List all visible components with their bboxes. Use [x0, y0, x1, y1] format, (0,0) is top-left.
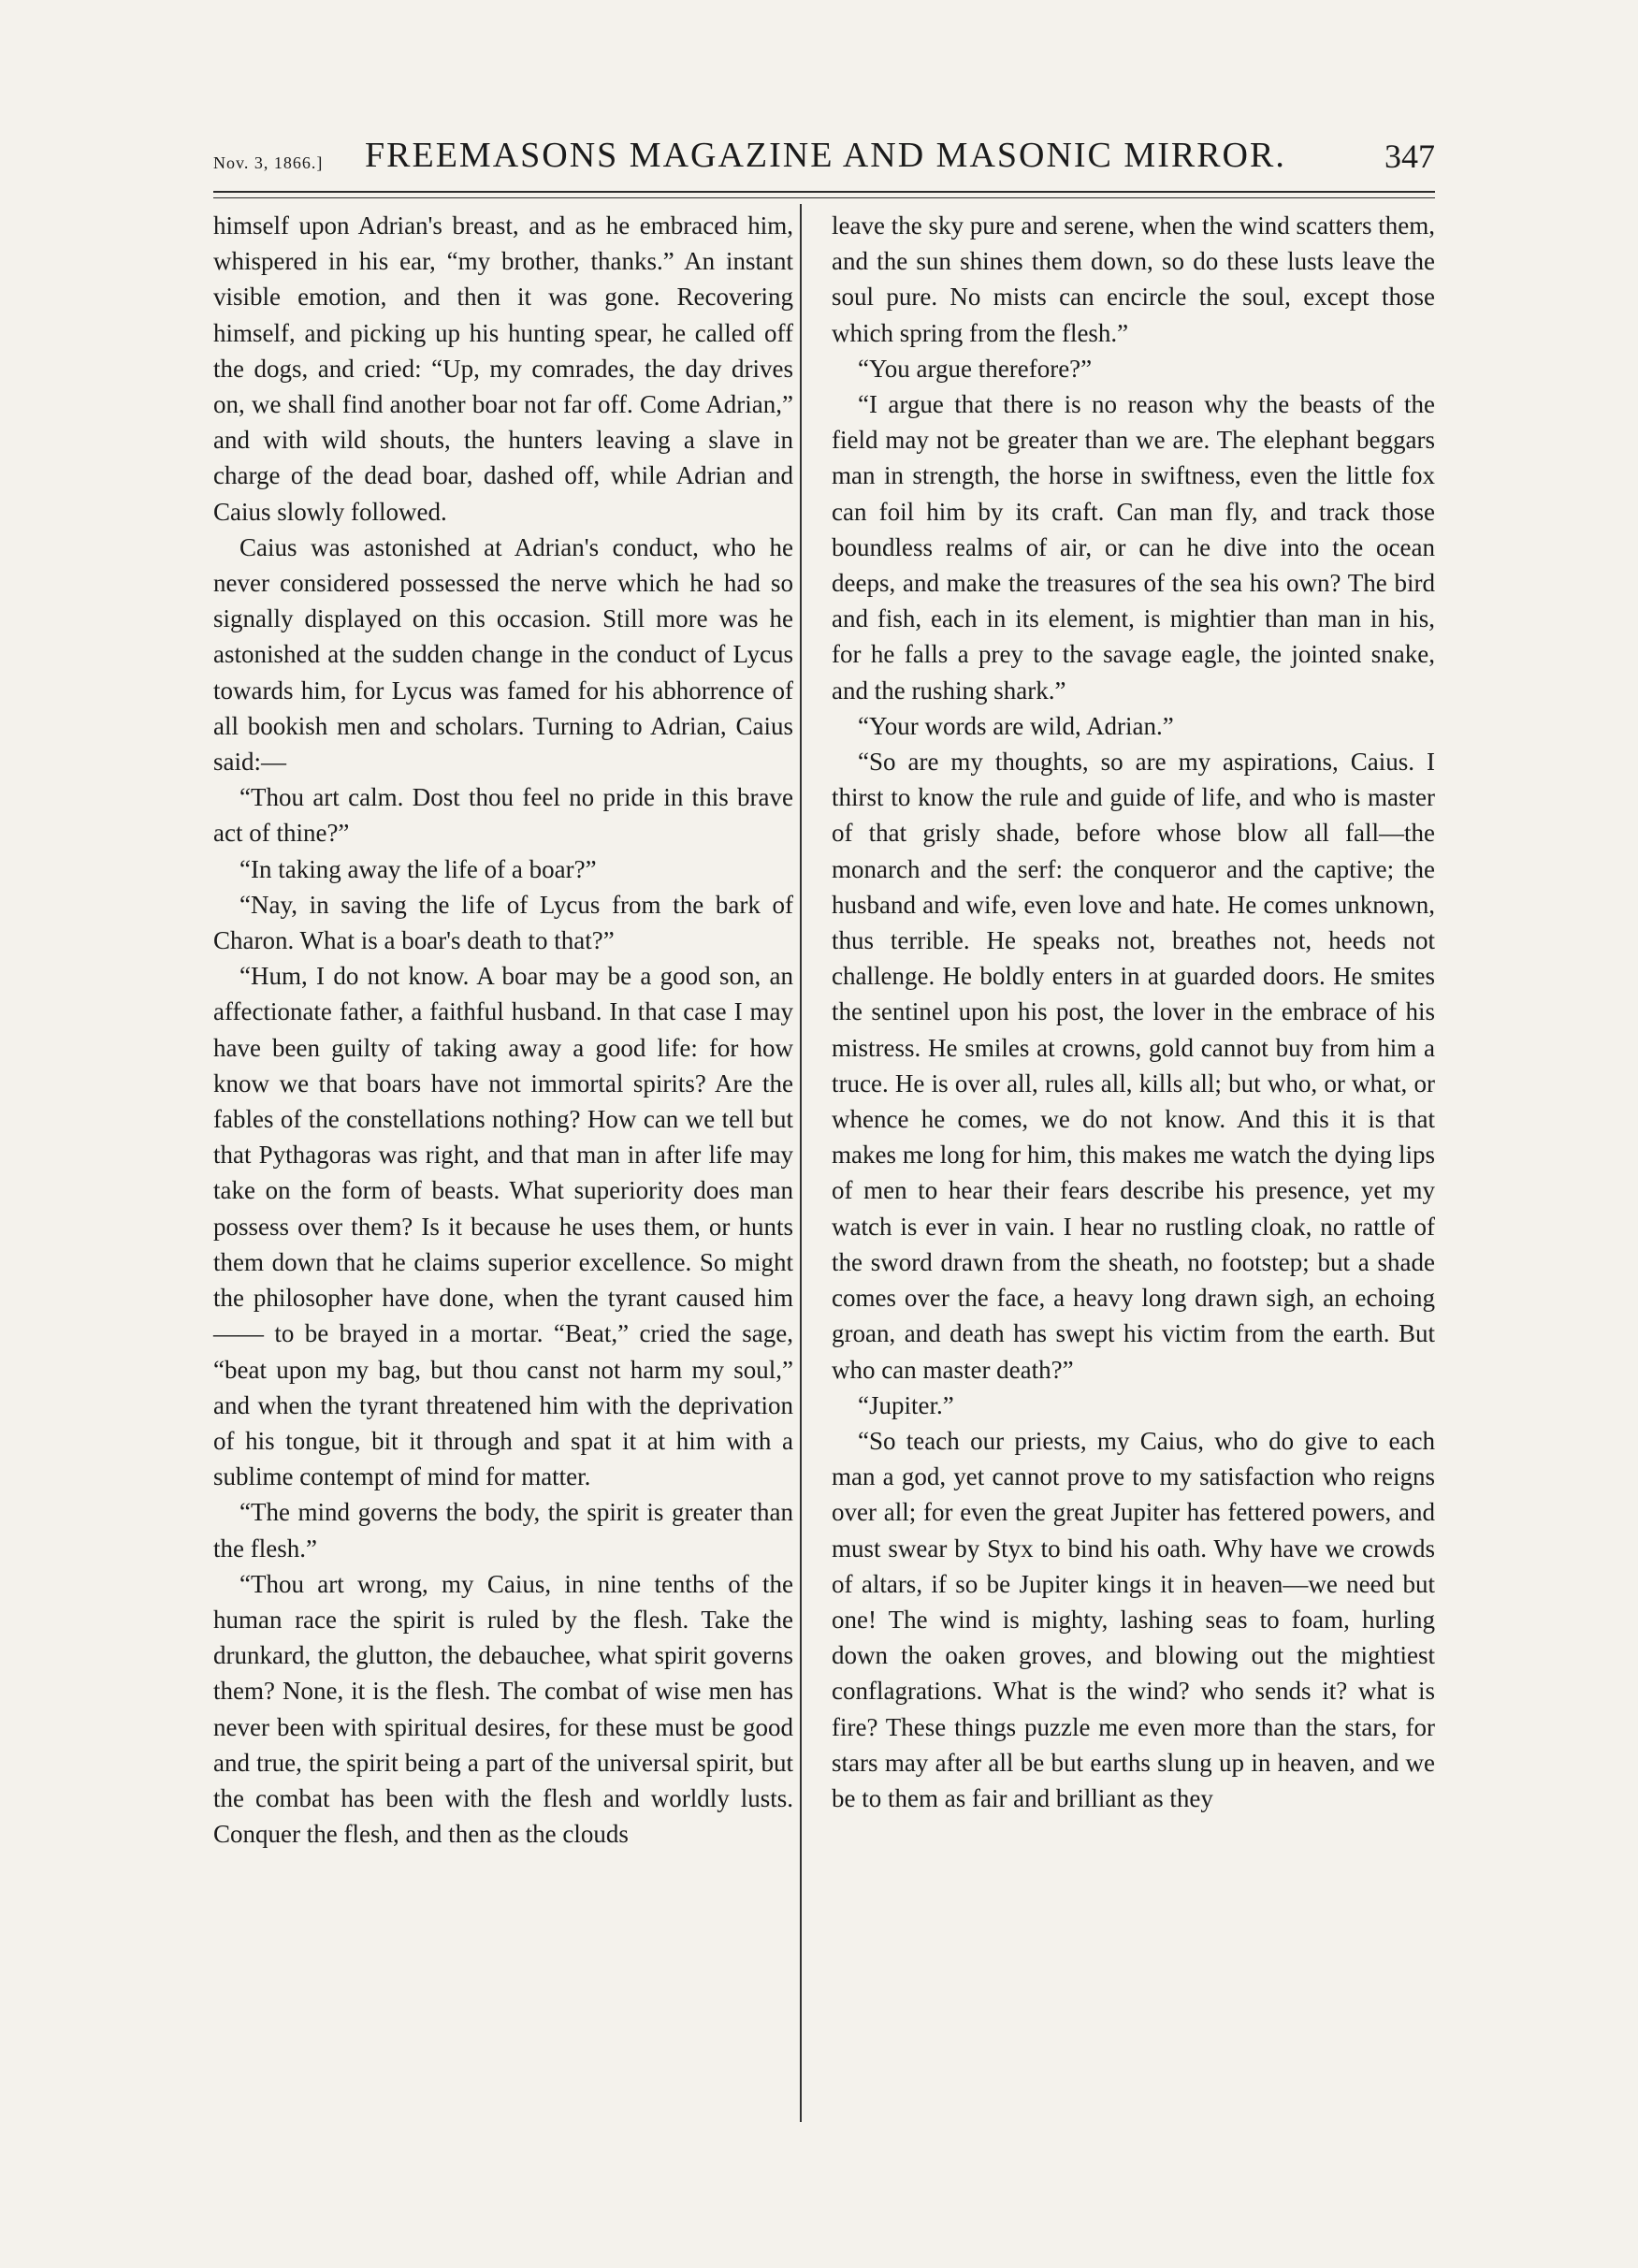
publication-title: FREEMASONS MAGAZINE AND MASONIC MIRROR. — [365, 136, 1286, 175]
paragraph: “You argue therefore?” — [858, 354, 1093, 383]
paragraph: “Hum, I do not know. A boar may be a good son, an affectionate father, a faithful husband. In that case I may have been guilty of taking away a good life: for how know we that boars have not immortal spirits? Are the fables of the constellations nothing? How can we tell but that Pythagoras was right, and that man in after life may take on the form of beasts. What superiority does man possess over them? Is it because he uses them, or hunts them down that he claims superior excellence. So might the philosopher have done, when the tyrant caused him —— to be brayed in a mortar. “Beat,” cried the sage, “beat upon my bag, but thou canst not harm my soul,” and when the tyrant threatened him with the deprivation of his tongue, bit it through and spat it at him with a sublime contempt of mind for matter. — [213, 962, 793, 1491]
right-column — [832, 208, 1435, 1816]
issue-date: Nov. 3, 1866.] — [213, 153, 324, 172]
paragraph: Caius was astonished at Adrian's conduct, who he never considered possessed the nerve which he had so signally displayed on this occasion. Still more was he astonished at the sudden change in the conduct of Lycus towards him, for Lycus was famed for his abhorrence of all bookish men and scholars. Turning to Adrian, Caius said:— — [213, 532, 793, 777]
page-number: 347 — [1384, 138, 1435, 175]
paragraph: “I argue that there is no reason why the beasts of the field may not be greater than we are. The elephant beggars man in strength, the horse in swiftness, even the little fox can foil him by its craft. Can man fly, and track those boundless realms of air, or can he dive into the ocean deeps, and make the treasures of the sea his own? The bird and fish, each in its element, is mightier than man in his, for he falls a prey to the savage eagle, the jointed snake, and the rushing shark.” — [832, 390, 1435, 705]
header-rule-thick — [213, 191, 1435, 193]
paragraph: leave the sky pure and serene, when the wind scatters them, and the sun shines them down, so do these lusts leave the soul pure. No mists can encircle the soul, except those which spring from the flesh.” — [832, 211, 1435, 347]
paragraph: “Your words are wild, Adrian.” — [858, 711, 1174, 740]
paragraph: “The mind governs the body, the spirit is greater than the flesh.” — [213, 1498, 793, 1563]
column-divider — [800, 204, 802, 2122]
paragraph: “Thou art calm. Dost thou feel no pride in this brave act of thine?” — [213, 783, 793, 848]
paragraph: himself upon Adrian's breast, and as he embraced him, whispered in his ear, “my brother, thanks.” An instant visible emotion, and then it was gone. Recovering himself, and picking up his hunting spear, he called off the dogs, and cried: “Up, my comrades, the day drives on, we shall find another boar not far off. Come Adrian,” and with wild shouts, the hunters leaving a slave in charge of the dead boar, dashed off, while Adrian and Caius slowly followed. — [213, 211, 793, 526]
paragraph: “So teach our priests, my Caius, who do give to each man a god, yet cannot prove to my satisfaction who reigns over all; for even the great Jupiter has fettered powers, and must swear by Styx to bind his oath. Why have we crowds of altars, if so be Jupiter kings it in heaven—we need but one! The wind is mighty, lashing seas to foam, hurling down the oaken groves, and blowing out the mightiest conflagrations. What is the wind? who sends it? what is fire? These things puzzle me even more than the stars, for stars may after all be but earths slung up in heaven, and we be to them as fair and brilliant as they — [832, 1426, 1435, 1812]
paragraph: “Thou art wrong, my Caius, in nine tenths of the human race the spirit is ruled by the flesh. Take the drunkard, the glutton, the debauchee, what spirit governs them? None, it is the flesh. The combat of wise men has never been with spiritual desires, for these must be good and true, the spirit being a part of the universal spirit, but the combat has been with the flesh and worldly lusts. Conquer the flesh, and then as the clouds — [213, 1569, 793, 1849]
paragraph: “So are my thoughts, so are my aspirations, Caius. I thirst to know the rule and guide of life, and who is master of that grisly shade, before whose blow all fall—the monarch and the serf: the conqueror and the captive; the husband and wife, even love and hate. He comes unknown, thus terrible. He speaks not, breathes not, heeds not challenge. He boldly enters in at guarded doors. He smites the sentinel upon his post, the lover in the embrace of his mistress. He smiles at crowns, gold cannot buy from him a truce. He is over all, rules all, kills all; but who, or what, or whence he comes, we do not know. And this it is that makes me long for him, this makes me watch the dying lips of men to hear their fears describe his presence, yet my watch is ever in vain. I hear no rustling cloak, no rattle of the sword drawn from the sheath, no footstep; but a shade comes over the face, a heavy long drawn sigh, an echoing groan, and death has swept his victim from the earth. But who can master death?” — [832, 748, 1435, 1384]
left-column — [213, 208, 793, 1852]
header-rule-thin — [213, 197, 1435, 198]
page-header — [213, 131, 1435, 187]
paragraph: “In taking away the life of a boar?” — [239, 854, 597, 883]
paragraph: “Jupiter.” — [858, 1390, 954, 1419]
paragraph: “Nay, in saving the life of Lycus from the bark of Charon. What is a boar's death to that?” — [213, 890, 793, 955]
